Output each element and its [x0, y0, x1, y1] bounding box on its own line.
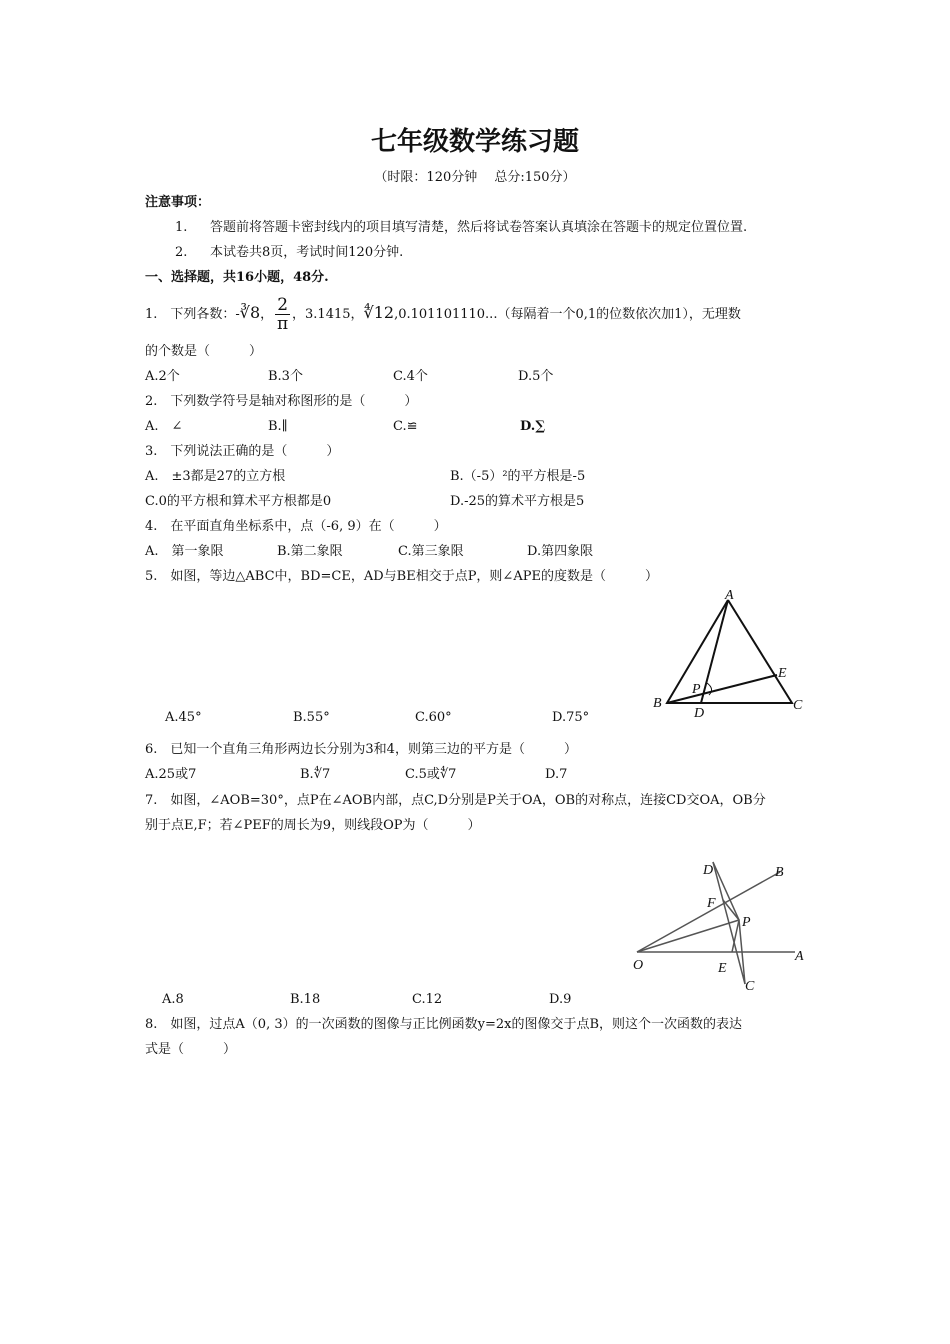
q5-option-d: D.75°: [552, 710, 590, 725]
label-e: E: [718, 961, 727, 976]
q6-option-b: B.∜7: [300, 767, 331, 782]
q2-option-d: D.∑: [520, 419, 546, 434]
label-d: D: [703, 863, 714, 878]
q6-option-c: C.5或∜7: [405, 767, 457, 782]
q4-option-d: D.第四象限: [527, 544, 594, 559]
question-1-stem: [145, 295, 741, 333]
notice-item-1-number: 1.: [175, 220, 188, 235]
q2-option-c: C.≌: [393, 419, 418, 434]
cube-root-8: ∛8: [239, 303, 261, 322]
question-4-stem: 4. 在平面直角坐标系中，点（-6, 9）在（ ）: [145, 519, 447, 534]
label-b: B: [775, 865, 784, 880]
question-6-stem: 6. 已知一个直角三角形两边长分别为3和4，则第三边的平方是（ ）: [145, 742, 577, 757]
q7-option-b: B.18: [290, 992, 321, 1007]
q5-option-b: B.55°: [293, 710, 330, 725]
label-c: C: [745, 979, 755, 994]
q3-option-a: A. ±3都是27的立方根: [145, 469, 286, 484]
label-a: A: [725, 588, 734, 603]
label-p: P: [742, 915, 751, 930]
q1-text-a: 1. 下列各数：-: [145, 307, 240, 322]
fraction-2-over-pi: [275, 296, 290, 333]
section-heading: 一、选择题，共16小题，48分.: [145, 270, 329, 285]
q6-option-d: D.7: [545, 767, 568, 782]
q1-option-b: B.3个: [268, 369, 303, 384]
page-title: 七年级数学练习题: [370, 127, 579, 157]
q6-option-a: A.25或7: [145, 767, 197, 782]
triangle-abc-figure: [645, 585, 815, 720]
q3-option-d: D.-25的算术平方根是5: [450, 494, 585, 509]
q4-option-b: B.第二象限: [277, 544, 343, 559]
q7-option-a: A.8: [162, 992, 184, 1007]
fraction-numerator: 2: [277, 295, 289, 315]
label-o: O: [633, 958, 644, 973]
question-7-stem: 7. 如图，∠AOB=30°，点P在∠AOB内部，点C,D分别是P关于OA，OB的对称点，连接CD交OA，OB分: [145, 793, 766, 808]
q5-option-a: A.45°: [165, 710, 202, 725]
q3-option-b: B.（-5）²的平方根是-5: [450, 469, 586, 484]
notice-item-1: 答题前将答题卡密封线内的项目填写清楚，然后将试卷答案认真填涂在答题卡的规定位置位置.: [210, 220, 748, 235]
question-8-stem: 8. 如图，过点A（0, 3）的一次函数的图像与正比例函数y=2x的图像交于点B，则这个一次函数的表达: [145, 1017, 742, 1032]
question-7-stem-cont: 别于点E,F；若∠PEF的周长为9，则线段OP为（ ）: [145, 818, 481, 833]
q5-option-c: C.60°: [415, 710, 452, 725]
root-12: ∜12: [363, 303, 395, 322]
question-2-stem: 2. 下列数学符号是轴对称图形的是（ ）: [145, 394, 418, 409]
question-8-stem-cont: 式是（ ）: [145, 1042, 237, 1057]
q1-text-c: ,0.101101110...（每隔着一个0,1的位数依次加1），无理数: [394, 307, 741, 322]
label-c: C: [793, 698, 803, 713]
q4-option-c: C.第三象限: [398, 544, 464, 559]
fraction-denominator: π: [277, 314, 289, 334]
question-3-stem: 3. 下列说法正确的是（ ）: [145, 444, 340, 459]
notice-heading: 注意事项：: [145, 195, 211, 210]
q1-option-a: A.2个: [145, 369, 180, 384]
q7-option-d: D.9: [549, 992, 572, 1007]
label-b: B: [653, 696, 662, 711]
q7-option-c: C.12: [412, 992, 443, 1007]
notice-item-2-number: 2.: [175, 245, 188, 260]
label-p: P: [692, 682, 701, 697]
label-a: A: [795, 949, 804, 964]
q3-option-c: C.0的平方根和算术平方根都是0: [145, 494, 332, 509]
q1-text-b: ，3.1415，: [292, 307, 364, 322]
q4-option-a: A. 第一象限: [145, 544, 224, 559]
label-d: D: [694, 706, 705, 720]
label-e: E: [778, 666, 787, 681]
notice-item-2: 本试卷共8页，考试时间120分钟.: [210, 245, 404, 260]
question-5-stem: 5. 如图，等边△ABC中，BD=CE，AD与BE相交于点P，则∠APE的度数是（ ）: [145, 569, 658, 584]
q1-sep: ，: [260, 307, 274, 322]
question-1-stem-cont: 的个数是（ ）: [145, 344, 263, 359]
q1-option-c: C.4个: [393, 369, 428, 384]
q2-option-b: B.∥: [268, 419, 288, 434]
exam-time-and-score: （时限：120分钟 总分:150分）: [374, 170, 576, 185]
angle-aob-figure: [625, 852, 815, 997]
q1-option-d: D.5个: [518, 369, 554, 384]
label-f: F: [707, 896, 716, 911]
q2-option-a: A. ∠: [145, 419, 183, 434]
